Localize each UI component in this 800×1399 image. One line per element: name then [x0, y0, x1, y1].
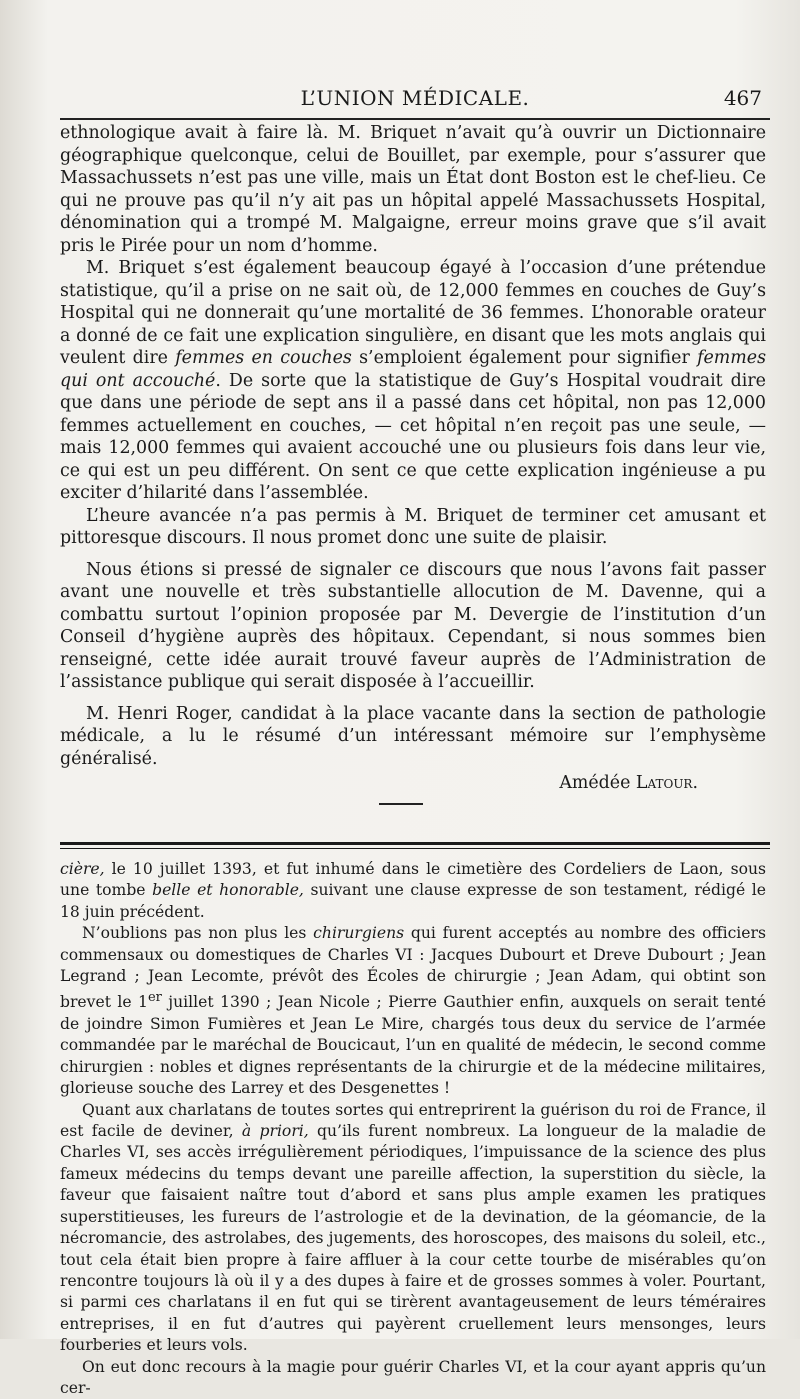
feuilleton-p3-text-b: qu’ils furent nombreux. La longueur de la maladie de Charles VI, ses accès irrégulièrement périodiques, l’impuissance de la science des plus fameux médecins du temps devant une pareille affection, la superstition du siècle, la faveur que faisaient naître tout d’abord et sans plus ample examen les pratiques superstitieuses, les fureurs de l’astrologie et de la devination, de la géomancie, de la nécromancie, des astrolabes, des jugements, des horoscopes, des maisons du soleil, etc., tout cela était bien propre à faire affluer à la cour cette tourbe de misérables qu’on rencontre toujours là où il y a des dupes à faire et de grosses sommes à voler. Pourtant, si parmi ces charlatans il en fut qui se tirèrent avantageusement de leurs téméraires entreprises, il en fut d’autres qui payèrent cruellement leurs mensonges, leurs fourberies et leurs vols.	[60, 1122, 766, 1355]
feuilleton-p2-superscript: er	[147, 990, 162, 1006]
feuilleton-p1-text-a: le 10 juillet 1393, et fut inhumé dans le cimetière des Cordeliers de Laon, sous une tombe	[60, 860, 766, 900]
paragraph-2-emphasis-2: femmes qui ont accouché	[60, 348, 766, 391]
feuilleton-paragraph-2	[60, 923, 766, 1099]
feuilleton-p1-text-b: suivant une clause expresse de son testament, rédigé le 18 juin précédent.	[60, 881, 766, 921]
page-number: 467	[723, 86, 762, 110]
paragraph-1: ethnologique avait à faire là. M. Briquet n’avait qu’à ouvrir un Dictionnaire géographique quelconque, celui de Bouillet, par exemple, pour s’assurer que Massachussets n’est pas une ville, mais un État dont Boston est le chef-lieu. Ce qui ne prouve pas qu’il n’y ait pas un hôpital appelé Massachussets Hospital, dénomination qui a trompé M. Malgaigne, erreur moins grave que s’il avait pris le Pirée pour un nom d’homme.	[60, 123, 766, 256]
signature-last-name: Latour.	[635, 773, 698, 793]
feuilleton	[60, 859, 766, 1399]
main-article	[60, 122, 766, 795]
feuilleton-p2-text-b: qui furent acceptés au nombre des officiers commensaux ou domestiques de Charles VI : Jacques Dubourt et Dreve Dubourt ; Jean Legrand ; Jean Lecomte, prévôt des Écoles de chirurgie ; Jean Adam, qui obtint son brevet le 1	[60, 924, 766, 1012]
feuilleton-p3-emphasis: à priori,	[241, 1122, 309, 1141]
feuilleton-p1-emphasis-2: belle et honorable,	[152, 881, 304, 900]
feuilleton-paragraph-4: On eut donc recours à la magie pour guérir Charles VI, et la cour ayant appris qu’un cer-	[60, 1357, 766, 1397]
paragraph-2	[60, 257, 766, 505]
feuilleton-p1-emphasis-1: cière,	[60, 860, 105, 878]
paragraph-2-emphasis-1: femmes en couches	[175, 348, 352, 368]
feuilleton-divider	[60, 842, 770, 849]
page-header	[60, 86, 770, 112]
feuilleton-paragraph-1	[60, 859, 766, 923]
paragraph-2-text-c: . De sorte que la statistique de Guy’s Hospital voudrait dire que dans une période de sept ans il a passé dans cet hôpital, non pas 12,000 femmes actuellement en couches, — cet hôpital n’en reçoit pas une seule, — mais 12,000 femmes qui avaient accouché une ou plusieurs fois dans leur vie, ce qui est un peu différent. On sent ce que cette explication ingénieuse a pu exciter d’hilarité dans l’assemblée.	[60, 370, 766, 503]
feuilleton-p2-text-a: N’oublions pas non plus les	[82, 924, 314, 943]
paragraph-2-text-a: M. Briquet s’est également beaucoup égayé à l’occasion d’une prétendue statistique, qu’il a prise on ne sait où, de 12,000 femmes en couches de Guy’s Hospital qui ne donnerait qu’une mortalité de 36 femmes. L’honorable orateur a donné de ce fait une explication singulière, en disant que les mots anglais qui veulent dire	[60, 258, 766, 368]
running-head: L’UNION MÉDICALE.	[300, 86, 530, 110]
paragraph-4: Nous étions si pressé de signaler ce discours que nous l’avons fait passer avant une nouvelle et très substantielle allocution de M. Davenne, qui a combattu surtout l’opinion proposée par M. Devergie de l’institution d’un Conseil d’hygiène auprès des hôpitaux. Cependant, si nous sommes bien renseigné, cette idée aurait trouvé faveur auprès de l’Administration de l’assistance publique qui serait disposée à l’accueillir.	[60, 559, 766, 692]
feuilleton-p3-text-a: Quant aux charlatans de toutes sortes qui entreprirent la guérison du roi de France, il est facile de deviner,	[60, 1100, 766, 1141]
paragraph-3: L’heure avancée n’a pas permis à M. Briquet de terminer cet amusant et pittoresque discours. Il nous promet donc une suite de plaisir.	[60, 505, 766, 548]
header-rule	[60, 118, 770, 120]
paragraph-2-text-b: s’emploient également pour signifier	[351, 348, 698, 368]
signature	[60, 772, 766, 795]
signature-first-name: Amédée	[559, 773, 636, 793]
section-end-rule	[379, 803, 423, 805]
paragraph-5: M. Henri Roger, candidat à la place vacante dans la section de pathologie médicale, a lu le résumé d’un intéressant mémoire sur l’emphysème généralisé.	[60, 703, 766, 769]
feuilleton-paragraph-3	[60, 1100, 766, 1357]
feuilleton-p2-emphasis: chirurgiens	[313, 924, 405, 943]
feuilleton-p2-text-c: juillet 1390 ; Jean Nicole ; Pierre Gauthier enfin, auxquels on serait tenté de joindre Simon Fumières et Jean Le Mire, chargés tous deux du service de l’armée commandée par le maréchal de Boucicaut, l’un en qualité de médecin, le second comme chirurgien : nobles et dignes représentants de la chirurgie et de la médecine militaires, glorieuse souche des Larrey et des Desgenettes !	[60, 993, 766, 1098]
